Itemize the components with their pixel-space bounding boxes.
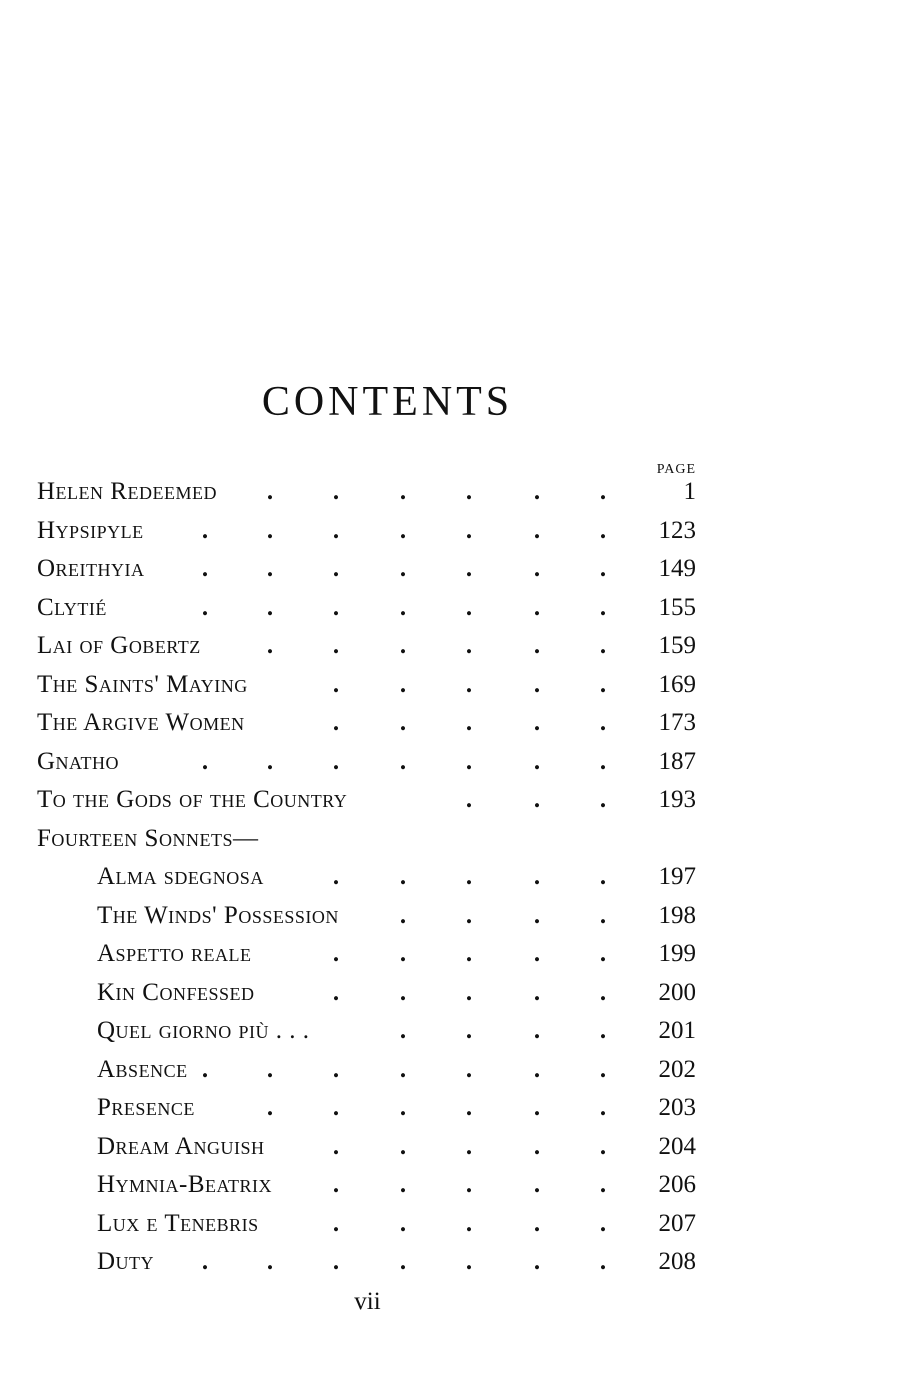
leader-dot: . — [533, 1055, 541, 1083]
leader-dot: . — [399, 901, 407, 929]
leader-dot: . — [599, 747, 607, 775]
toc-entry-page: 173 — [658, 709, 696, 736]
leader-dot: . — [332, 1132, 340, 1160]
toc-entry-title: Aspetto reale — [97, 940, 252, 967]
leader-dot: . — [533, 901, 541, 929]
toc-entry — [0, 478, 900, 516]
toc-entry-page: 187 — [658, 747, 696, 775]
leader-dot: . — [533, 632, 541, 659]
page-number: vii — [354, 1288, 381, 1315]
leader-dot: . — [533, 978, 541, 1006]
leader-dot: . — [332, 478, 340, 505]
leader-dot: . — [533, 1132, 541, 1160]
toc-entry — [0, 1210, 900, 1248]
leader-dot: . — [201, 1055, 209, 1083]
leader-dot: . — [599, 593, 607, 621]
leader-dot: . — [465, 478, 473, 505]
leader-dot: . — [599, 901, 607, 929]
toc-entry — [0, 748, 900, 786]
toc-entry-page: 1 — [683, 478, 696, 505]
leader-dot: . — [533, 786, 541, 813]
leader-dot: . — [599, 555, 607, 582]
toc-entry — [0, 632, 900, 670]
leader-dot: . — [533, 1017, 541, 1044]
leader-dot: . — [332, 940, 340, 967]
leader-dot: . — [599, 1209, 607, 1237]
leader-dot: . — [599, 1094, 607, 1121]
leader-dot: . — [465, 940, 473, 967]
leader-dot: . — [533, 555, 541, 582]
leader-dot: . — [399, 978, 407, 1006]
toc-entry-page: 204 — [658, 1132, 696, 1160]
leader-dot: . — [533, 1248, 541, 1275]
leader-dot: . — [599, 940, 607, 967]
leader-dot: . — [266, 632, 274, 659]
leader-dot: . — [399, 1171, 407, 1198]
toc-entry-title: The Winds' Possession — [97, 901, 339, 929]
leader-dot: . — [266, 747, 274, 775]
leader-dot: . — [332, 593, 340, 621]
leader-dot: . — [201, 555, 209, 582]
toc-entry — [0, 594, 900, 632]
leader-dot: . — [332, 863, 340, 890]
leader-dot: . — [201, 516, 209, 544]
leader-dot: . — [533, 516, 541, 544]
leader-dot: . — [599, 1171, 607, 1198]
leader-dot: . — [599, 863, 607, 890]
leader-dot: . — [332, 670, 340, 698]
toc-entry-title: Absence — [97, 1055, 188, 1083]
leader-dot: . — [465, 978, 473, 1006]
leader-dot: . — [533, 747, 541, 775]
toc-entry-page: 198 — [658, 901, 696, 929]
leader-dot: . — [399, 1248, 407, 1275]
leader-dot: . — [599, 1055, 607, 1083]
toc-entry-page: 206 — [658, 1171, 696, 1198]
leader-dot: . — [266, 516, 274, 544]
toc-entry-title: Presence — [97, 1094, 195, 1121]
leader-dot: . — [399, 1017, 407, 1044]
toc-entry-page: 201 — [658, 1017, 696, 1044]
leader-dot: . — [399, 709, 407, 736]
leader-dot: . — [465, 1171, 473, 1198]
leader-dot: . — [399, 478, 407, 505]
leader-dot: . — [332, 1248, 340, 1275]
toc-entry-page: 199 — [658, 940, 696, 967]
leader-dot: . — [465, 901, 473, 929]
leader-dot: . — [201, 593, 209, 621]
toc-entry — [0, 786, 900, 824]
leader-dot: . — [399, 1094, 407, 1121]
toc-entry-title: The Saints' Maying — [37, 670, 248, 698]
leader-dot: . — [332, 1055, 340, 1083]
leader-dot: . — [332, 516, 340, 544]
leader-dot: . — [332, 1171, 340, 1198]
toc-entry — [0, 555, 900, 593]
leader-dot: . — [399, 940, 407, 967]
leader-dot: . — [465, 1017, 473, 1044]
toc-entry-title: To the Gods of the Country — [37, 786, 348, 813]
toc-entry-page: 159 — [658, 632, 696, 659]
toc-entry-page: 197 — [658, 863, 696, 890]
toc-entry — [0, 863, 900, 901]
leader-dot: . — [465, 1132, 473, 1160]
leader-dot: . — [201, 747, 209, 775]
leader-dot: . — [399, 555, 407, 582]
toc-entry-title: Gnatho — [37, 747, 120, 775]
leader-dot: . — [399, 632, 407, 659]
leader-dot: . — [599, 516, 607, 544]
toc-entry-page: 149 — [658, 555, 696, 582]
leader-dot: . — [465, 1209, 473, 1237]
leader-dot: . — [465, 747, 473, 775]
toc-entry-title: Lai of Gobertz — [37, 632, 201, 659]
toc-entry-page: 203 — [658, 1094, 696, 1121]
leader-dot: . — [533, 593, 541, 621]
leader-dot: . — [533, 1209, 541, 1237]
toc-entry — [0, 1248, 900, 1286]
toc-entry-title: Hypsipyle — [37, 516, 144, 544]
leader-dot: . — [599, 1248, 607, 1275]
toc-entry — [0, 709, 900, 747]
leader-dot: . — [465, 516, 473, 544]
toc-entry — [0, 1056, 900, 1094]
leader-dot: . — [599, 670, 607, 698]
leader-dot: . — [599, 632, 607, 659]
leader-dot: . — [465, 555, 473, 582]
leader-dot: . — [465, 632, 473, 659]
leader-dot: . — [533, 1094, 541, 1121]
leader-dot: . — [266, 478, 274, 505]
toc-entry-page: 208 — [658, 1248, 696, 1275]
leader-dot: . — [399, 516, 407, 544]
toc-entry-title: Clytié — [37, 593, 107, 621]
leader-dot: . — [399, 863, 407, 890]
leader-dot: . — [599, 978, 607, 1006]
leader-dot: . — [332, 632, 340, 659]
leader-dot: . — [599, 1132, 607, 1160]
leader-dot: . — [465, 670, 473, 698]
toc-entry — [0, 1017, 900, 1055]
toc-entry-title: The Argive Women — [37, 709, 245, 736]
leader-dot: . — [332, 747, 340, 775]
leader-dot: . — [465, 786, 473, 813]
leader-dot: . — [599, 709, 607, 736]
toc-entry — [0, 671, 900, 709]
leader-dot: . — [201, 1248, 209, 1275]
leader-dot: . — [332, 978, 340, 1006]
toc-entry-title: Dream Anguish — [97, 1132, 265, 1160]
toc-entry — [0, 1133, 900, 1171]
leader-dot: . — [533, 863, 541, 890]
toc-entry-title: Oreithyia — [37, 555, 145, 582]
leader-dot: . — [465, 1055, 473, 1083]
leader-dot: . — [399, 670, 407, 698]
toc-entry-page: 207 — [658, 1209, 696, 1237]
toc-entry-title: Quel giorno più . . . — [97, 1017, 310, 1044]
toc-entry-title: Duty — [97, 1248, 155, 1275]
leader-dot: . — [533, 478, 541, 505]
leader-dot: . — [465, 1094, 473, 1121]
toc-entry — [0, 1171, 900, 1209]
toc-entry-page: 155 — [658, 593, 696, 621]
leader-dot: . — [399, 1132, 407, 1160]
leader-dot: . — [465, 863, 473, 890]
leader-dot: . — [332, 709, 340, 736]
toc-entry-page: 200 — [658, 978, 696, 1006]
leader-dot: . — [332, 1209, 340, 1237]
leader-dot: . — [332, 1094, 340, 1121]
leader-dot: . — [266, 1094, 274, 1121]
toc-entry-title: Fourteen Sonnets— — [37, 824, 259, 852]
leader-dot: . — [465, 709, 473, 736]
page-title: CONTENTS — [261, 379, 514, 425]
leader-dot: . — [465, 593, 473, 621]
toc-entry-page: 123 — [658, 516, 696, 544]
toc-entry — [0, 979, 900, 1017]
toc-entry-title: Helen Redeemed — [37, 478, 217, 505]
leader-dot: . — [266, 593, 274, 621]
leader-dot: . — [399, 1209, 407, 1237]
leader-dot: . — [399, 1055, 407, 1083]
leader-dot: . — [399, 593, 407, 621]
toc-entry — [0, 517, 900, 555]
leader-dot: . — [399, 747, 407, 775]
toc-entry — [0, 940, 900, 978]
leader-dot: . — [533, 940, 541, 967]
toc-entry-page: 169 — [658, 670, 696, 698]
leader-dot: . — [266, 1248, 274, 1275]
toc-entry — [0, 825, 900, 863]
toc-entry-title: Lux e Tenebris — [97, 1209, 259, 1237]
toc-entry-title: Hymnia-Beatrix — [97, 1171, 273, 1198]
leader-dot: . — [332, 555, 340, 582]
toc-entry-title: Kin Confessed — [97, 978, 255, 1006]
leader-dot: . — [465, 1248, 473, 1275]
toc-entry-title: Alma sdegnosa — [97, 863, 264, 890]
leader-dot: . — [533, 670, 541, 698]
page-column-label: PAGE — [656, 462, 696, 477]
toc-entry-page: 202 — [658, 1055, 696, 1083]
leader-dot: . — [599, 478, 607, 505]
leader-dot: . — [533, 709, 541, 736]
toc-entry — [0, 902, 900, 940]
toc-entry-page: 193 — [658, 786, 696, 813]
leader-dot: . — [266, 1055, 274, 1083]
leader-dot: . — [533, 1171, 541, 1198]
leader-dot: . — [599, 1017, 607, 1044]
leader-dot: . — [599, 786, 607, 813]
toc-entry — [0, 1094, 900, 1132]
leader-dot: . — [266, 555, 274, 582]
